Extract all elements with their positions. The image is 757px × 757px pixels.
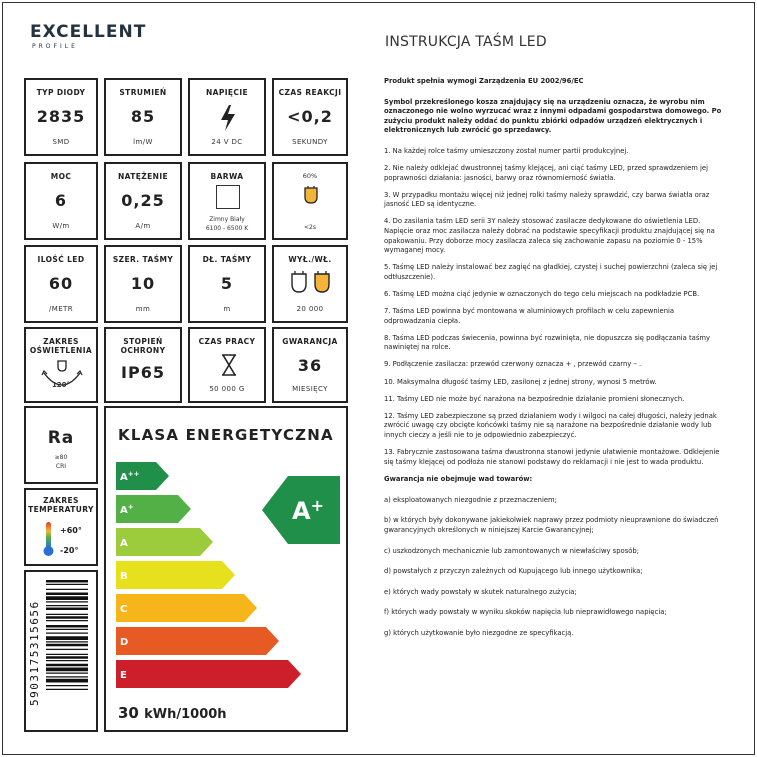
instruction-item: 13. Fabrycznie zastosowana taśma dwustronna stanowi jedynie ułatwienie montażowe. Odklejenie się taśmy klejącej od podłoża nie stanowi podstawy do reklamacji i nie jest to wada produktu.	[384, 448, 720, 466]
barcode-bar	[46, 633, 88, 634]
tile-label: BARWA	[210, 172, 244, 181]
instruction-item: 3. W przypadku montażu więcej niż jednej rolki taśmy należy sprawdzić, czy barwa światła oraz jasność LED są identyczne.	[384, 190, 710, 209]
tile-label: CZAS REAKCJI	[278, 88, 342, 97]
barcode-bar	[46, 589, 88, 590]
color-swatch	[216, 185, 240, 209]
energy-class-label: E	[120, 670, 127, 681]
instructions-text	[384, 77, 724, 650]
cri-value: ≥80	[54, 454, 68, 461]
thermometer-icon	[43, 521, 55, 557]
energy-consumption	[118, 704, 227, 722]
instruction-item: 8. Taśma LED podczas świecenia, powinna być rozwinięta, nie dopuszcza się podłączania taśmy nawiniętej na rolce.	[384, 333, 711, 352]
energy-class-bar	[116, 561, 235, 589]
barcode-bar	[46, 654, 88, 655]
barcode-bar	[46, 605, 88, 606]
barcode-bar	[46, 664, 88, 667]
tile-unit: 20 000	[296, 305, 324, 313]
instruction-item: 12. Taśmy LED zabezpieczone są przed działaniem wody i wilgoci na całej długości, należy jednak zwrócić uwagę czy obcięte końcówki taśmy nie są narażone na bezpośrednie działanie wody lub innych cieczy a jeśli nie to je odpowiednio zabezpieczyć.	[384, 411, 717, 439]
brand-name: EXCELLENT	[30, 22, 147, 42]
tile-warranty	[272, 327, 348, 403]
tile-barcode	[24, 570, 98, 732]
document-title: INSTRUKCJA TAŚM LED	[385, 34, 547, 50]
tile-label-2: TEMPERATURY	[28, 505, 94, 514]
barcode-bar	[46, 584, 88, 585]
tile-label: DŁ. TAŚMY	[202, 255, 252, 264]
barcode-bar	[46, 668, 88, 672]
tile-label-1: STOPIEŃ	[123, 337, 163, 346]
barcode-bar	[46, 685, 88, 686]
tile-label-2: OCHRONY	[120, 346, 166, 355]
tile-unit: W/m	[52, 222, 70, 230]
tile-unit: m	[223, 305, 231, 313]
energy-label	[104, 406, 348, 732]
tile-label: NATĘŻENIE	[117, 172, 169, 181]
barcode-bar	[46, 608, 88, 611]
tile-label: WYŁ./WŁ.	[288, 255, 332, 264]
barcode-bar	[46, 689, 88, 690]
barcode-digits: 5903175315656	[28, 600, 41, 706]
energy-class-bar	[116, 594, 257, 622]
warranty-exclusion-item: c) uszkodzonych mechanicznie lub zamontowanych w niewłaściwy sposób;	[384, 546, 639, 555]
hourglass-icon	[221, 354, 237, 376]
barcode-bar	[46, 679, 88, 683]
tile-label: MOC	[50, 172, 72, 181]
beam-angle-icon	[38, 359, 86, 395]
barcode-bar	[46, 660, 88, 661]
tile-unit: MIESIĘCY	[292, 385, 328, 393]
tile-label: GWARANCJA	[282, 337, 338, 346]
temp-high: +60°	[60, 526, 82, 535]
tile-label: CZAS PRACY	[198, 337, 256, 346]
tile-value: 5	[220, 274, 234, 293]
tile-label: NAPIĘCIE	[205, 88, 249, 97]
barcode-bar	[46, 580, 88, 583]
tile-beam-angle	[24, 327, 98, 403]
consumption-unit: kWh/1000h	[144, 707, 227, 722]
barcode-bar	[46, 636, 88, 640]
energy-rating-label: A+	[292, 496, 324, 525]
instruction-item: 11. Taśmy LED nie może być narażona na bezpośrednie działanie promieni słonecznych.	[384, 394, 685, 403]
tile-unit: A/m	[135, 222, 151, 230]
tile-led-type	[24, 78, 98, 156]
instruction-item: 4. Do zasilania taśm LED serii 3Y należy stosować zasilacze dedykowane do oświetlenia LED. Napięcie oraz moc zasilacza należy dobrać na podstawie specyfikacji produktu znajdującej się na opakowaniu. Przy doborze mocy zasilacza zaleca się zachowanie zapasu na poziomie 0 - 15% wymaganej mocy.	[384, 217, 715, 255]
warranty-exclusion-item: d) powstałych z przyczyn zależnych od Kupującego lub innego użytkownika;	[384, 567, 643, 576]
tile-value: 36	[297, 356, 323, 375]
tile-cri	[24, 406, 98, 484]
bulb-icon	[303, 186, 319, 206]
tile-temperature-range	[24, 488, 98, 566]
tile-label-1: ZAKRES	[43, 496, 79, 505]
instruction-item: 1. Na każdej rolce taśmy umieszczony został numer partii produkcyjnej.	[384, 146, 629, 155]
tile-lifetime	[188, 327, 266, 403]
tile-unit: mm	[135, 305, 151, 313]
brand-logo	[30, 22, 146, 50]
barcode-bar	[46, 644, 88, 647]
start-percent: 60%	[302, 172, 318, 180]
energy-class-label: D	[120, 637, 129, 648]
warranty-exclusion-item: g) których użytkowanie było niezgodne ze specyfikacją.	[384, 628, 574, 637]
tile-label-1: ZAKRES	[43, 337, 79, 346]
tile-value: 2835	[36, 107, 86, 126]
tile-color	[188, 162, 266, 240]
warranty-exclusion-item: e) których wady powstały w skutek naturalnego zużycia;	[384, 587, 577, 596]
tile-label: ILOŚĆ LED	[37, 255, 85, 264]
barcode-bar	[46, 649, 88, 650]
energy-class-label: A+	[120, 503, 134, 516]
color-temperature: 6100 - 6500 K	[205, 225, 249, 232]
warranty-exclusions-list	[384, 496, 724, 639]
energy-class-label: B	[120, 571, 128, 582]
energy-class-bar	[116, 528, 213, 556]
instruction-item: 2. Nie należy odklejać dwustronnej taśmy klejącej, ani ciąć taśmy LED, przed sprawdzeniem jej poprawności działania: jasności, barwy oraz równomierność światła.	[384, 164, 708, 182]
energy-class-bar	[116, 627, 279, 655]
barcode-bar	[46, 641, 88, 642]
warranty-heading: Gwarancja nie obejmuje wad towarów:	[384, 475, 533, 484]
tile-luminous-flux	[104, 78, 182, 156]
tile-value: 85	[130, 107, 156, 126]
warranty-exclusion-item: b) w których były dokonywane jakiekolwiek naprawy przez podmioty nieuprawnione do świadczeń gwarancyjnych określonych w niniejszej Karcie Gwarancyjnej;	[384, 516, 719, 534]
energy-class-bars	[106, 408, 346, 730]
tile-label: TYP DIODY	[36, 88, 86, 97]
barcode-bar	[46, 673, 88, 674]
warranty-exclusion-item: f) których wady powstały w wyniku skoków napięcia lub nieprawidłowego napięcia;	[384, 608, 667, 617]
tile-power	[24, 162, 98, 240]
barcode-bar	[46, 601, 88, 602]
cri-unit: CRI	[55, 463, 67, 470]
tile-current	[104, 162, 182, 240]
tile-unit: 50 000 G	[209, 385, 245, 393]
brand-subtitle: PROFILE	[32, 43, 78, 50]
energy-title: KLASA ENERGETYCZNA	[118, 426, 334, 444]
barcode-bar	[46, 629, 88, 630]
tile-unit: SEKUNDY	[292, 138, 328, 146]
tile-value: 10	[130, 274, 156, 293]
tile-strip-length	[188, 245, 266, 323]
instruction-item: 7. Taśma LED powinna być montowana w aluminiowych profilach w celu zapewnienia odprowadzania ciepła.	[384, 307, 675, 325]
energy-class-bar	[116, 660, 301, 688]
compliance-heading: Produkt spełnia wymogi Zarządzenia EU 2002/96/EC	[384, 77, 584, 85]
temp-low: -20°	[60, 546, 79, 555]
tile-value: 6	[54, 191, 68, 210]
energy-class-label: C	[120, 604, 128, 615]
tile-strip-width	[104, 245, 182, 323]
energy-class-label: A	[120, 538, 128, 549]
tile-reaction-time	[272, 78, 348, 156]
energy-class-label: A++	[120, 470, 140, 483]
barcode-bar	[46, 620, 88, 621]
barcode-bar	[46, 676, 88, 677]
tile-unit: /METR	[49, 305, 73, 313]
barcode-bar	[46, 656, 88, 659]
tile-unit: lm/W	[133, 138, 153, 146]
cri-label: Ra	[47, 428, 75, 448]
warranty-exclusion-item: a) eksploatowanych niezgodnie z przeznaczeniem;	[384, 495, 557, 504]
barcode-bar	[46, 596, 88, 600]
tile-label-2: OŚWIETLENIA	[29, 346, 93, 355]
instruction-item: 10. Maksymalna długość taśmy LED, zasilonej z jednej strony, wynosi 5 metrów.	[384, 377, 657, 386]
color-name: Zimny Biały	[209, 216, 245, 223]
instruction-list	[384, 147, 724, 467]
tile-value: IP65	[121, 363, 165, 382]
barcode-bar	[46, 593, 88, 596]
tile-voltage	[188, 78, 266, 156]
tile-value: <0,2	[287, 107, 333, 126]
tile-ip-rating	[104, 327, 182, 403]
barcode-bar	[46, 625, 88, 628]
bulb-off-on-icon	[289, 271, 333, 295]
start-time: <2s	[304, 224, 316, 231]
tile-start-time	[272, 162, 348, 240]
tile-unit: SMD	[52, 138, 70, 146]
disposal-notice: Symbol przekreślonego kosza znajdujący się na urządzeniu oznacza, że wyrobu nim oznaczonego nie wolno wyrzucać wraz z innymi odpadami gospodarstwa domowego. Po zużyciu produkt należy oddać do punktu zbiórki odpadów urządzeń elektrycznych i elektronicznych lub zwrócić go sprzedawcy.	[384, 97, 722, 135]
tile-unit: 24 V DC	[211, 138, 243, 146]
tile-switch-cycles	[272, 245, 348, 323]
beam-angle-value: 120°	[51, 381, 71, 389]
barcode-bar	[46, 616, 88, 619]
consumption-value: 30	[118, 704, 139, 722]
instruction-item: 5. Taśmę LED należy instalować bez zagięć na gładkiej, czystej i suchej powierzchni (zaleca się jej odtłuszczenie).	[384, 263, 718, 281]
instruction-item: 6. Taśmę LED można ciąć jedynie w oznaczonych do tego celu miejscach na podkładzie PCB.	[384, 290, 700, 298]
lightning-icon	[218, 104, 238, 132]
tile-value: 60	[48, 274, 74, 293]
tile-value: 0,25	[121, 191, 165, 210]
barcode-bar	[46, 614, 88, 615]
tile-led-count	[24, 245, 98, 323]
instruction-item: 9. Podłączenie zasilacza: przewód czerwony oznacza + , przewód czarny – .	[384, 360, 642, 369]
tile-label: STRUMIEŃ	[119, 88, 167, 97]
tile-label: SZER. TAŚMY	[112, 255, 174, 264]
